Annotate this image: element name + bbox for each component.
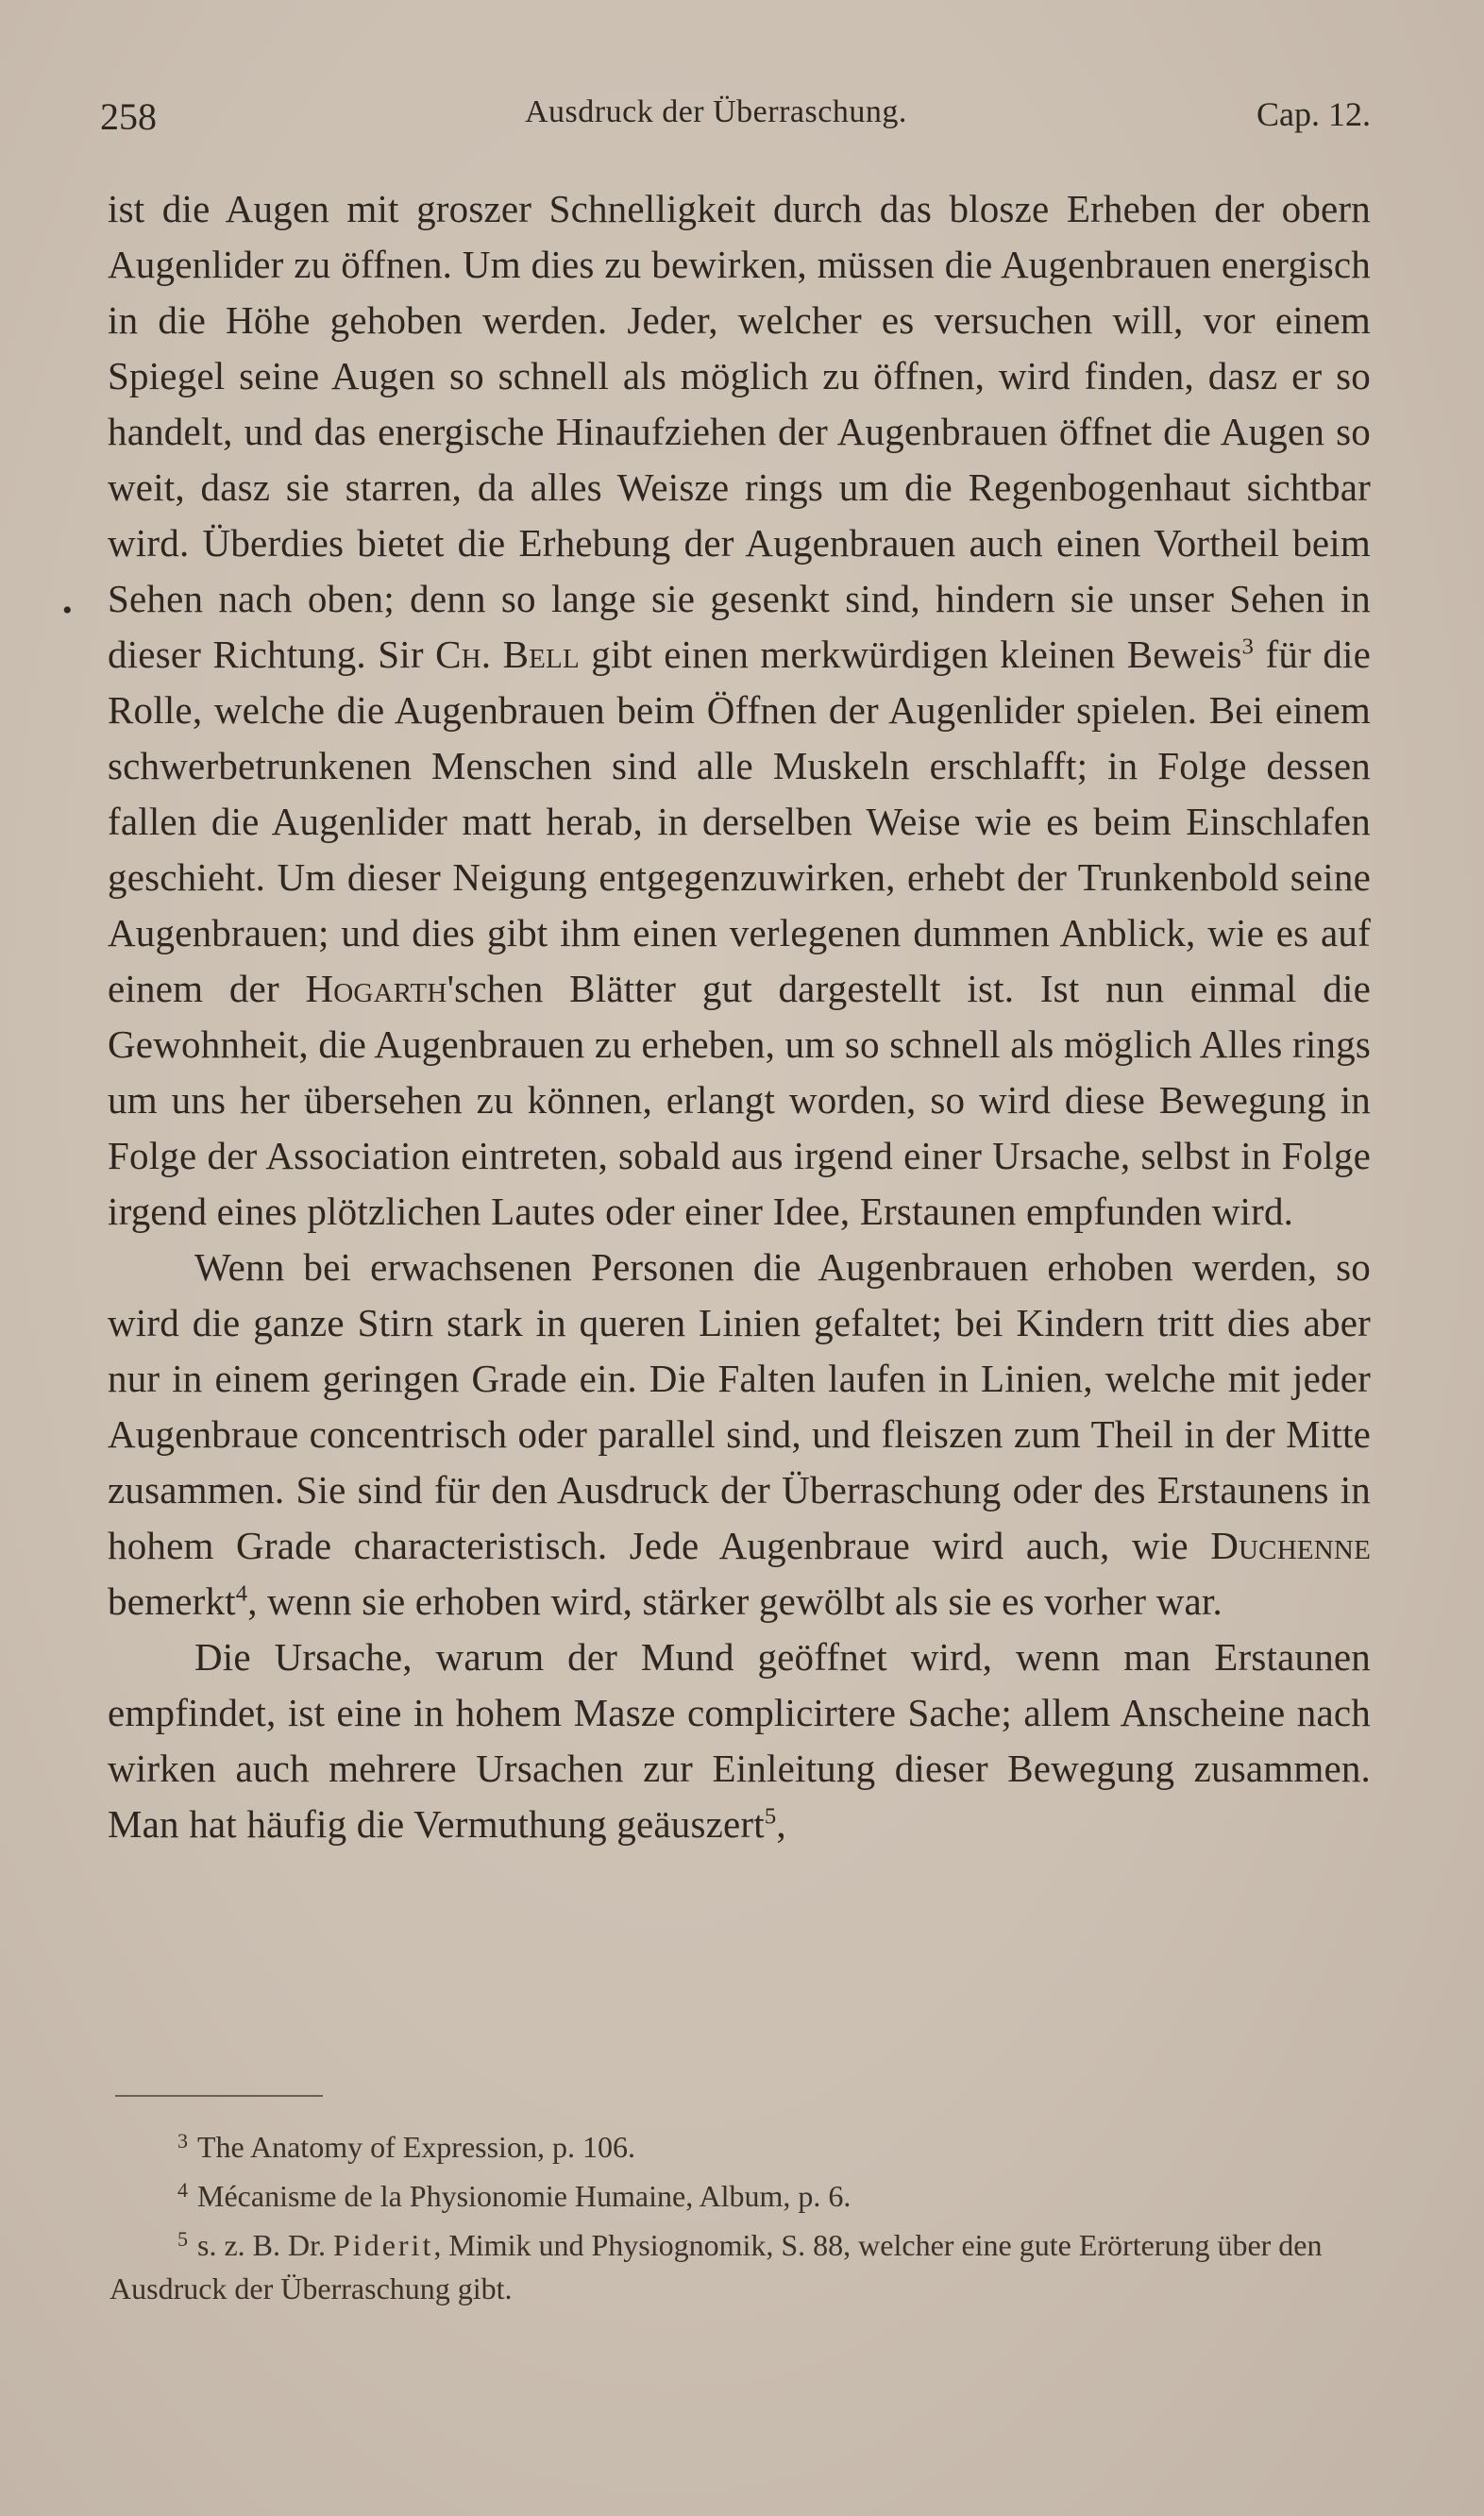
footnote-5-mark: 5 xyxy=(177,2227,188,2251)
chapter-label: Cap. 12. xyxy=(1256,95,1371,133)
author-name-duchenne: Duchenne xyxy=(1210,1524,1371,1567)
paragraph-2-text-c: , wenn sie erhoben wird, stärker gewölbt als sie es vorher war. xyxy=(247,1579,1223,1623)
paragraph-1-text-b: gibt einen merkwürdigen kleinen Beweis xyxy=(591,633,1242,676)
footnote-3-text: The Anatomy of Expression, p. 106. xyxy=(197,2130,635,2164)
footnote-5-prefix: s. z. B. Dr. xyxy=(197,2228,326,2262)
paragraph-1 xyxy=(108,181,1371,1240)
paragraph-2-text-a: Wenn bei erwachsenen Personen die Augenbrauen erhoben werden, so wird die ganze Stirn stark in queren Linien gefaltet; bei Kindern tritt dies aber nur in einem geringen Grade ein. Die Falten laufen in Linien, welche mit jeder Augenbraue concentrisch oder parallel sind, und fleiszen zum Theil in der Mitte zusammen. Sie sind für den Ausdruck der Überraschung oder des Erstaunens in hohem Grade characteristisch. Jede Augenbraue wird auch, wie xyxy=(108,1245,1371,1567)
page-header xyxy=(100,94,1371,144)
author-name-hogarth: Hogarth xyxy=(305,967,447,1010)
paragraph-3-text-b: , xyxy=(776,1802,786,1846)
paragraph-3 xyxy=(108,1629,1371,1852)
author-name-piderit: Piderit xyxy=(333,2228,434,2262)
footnote-4-mark: 4 xyxy=(177,2178,188,2202)
running-title: Ausdruck der Überraschung. xyxy=(525,94,907,129)
paragraph-1-text-c: für die Rolle, welche die Augenbrauen beim Öffnen der Augenlider spielen. Bei einem schwerbetrunkenen Menschen sind alle Muskeln erschlafft; in Folge dessen fallen die Augenlider matt herab, in derselben Weise wie es beim Einschlafen geschieht. Um dieser Neigung entgegenzuwirken, erhebt der Trunkenbold seine Augenbrauen; und dies gibt ihm einen verlegenen dummen Anblick, wie es auf einem der xyxy=(108,633,1372,1010)
paragraph-2 xyxy=(108,1240,1371,1629)
footnotes xyxy=(110,2119,1369,2310)
paragraph-1-text-a: ist die Augen mit groszer Schnelligkeit durch das blosze Erheben der obern Augenlider zu öffnen. Um dies zu bewirken, müssen die Augenbrauen energisch in die Höhe gehoben werden. Jeder, welcher es versuchen will, vor einem Spiegel seine Augen so schnell als möglich zu öffnen, wird finden, dasz er so handelt, und das energische Hinaufziehen der Augenbrauen öffnet die Augen so weit, dasz sie starren, da alles Weisze rings um die Regenbogenhaut sichtbar wird. Überdies bietet die Erhebung der Augenbrauen auch einen Vortheil beim Sehen nach oben; denn so lange sie gesenkt sind, hindern sie unser Sehen in dieser Richtung. Sir xyxy=(108,187,1371,676)
footnote-3 xyxy=(110,2119,1369,2169)
paragraph-1-text-d: 'schen Blätter gut dargestellt ist. Ist nun einmal die Gewohnheit, die Augenbrauen zu erheben, um so schnell als möglich Alles rings um uns her übersehen zu können, erlangt worden, so wird diese Bewegung in Folge der Association eintreten, sobald aus irgend einer Ursache, selbst in Folge irgend eines plötzlichen Lautes oder einer Idee, Erstaunen empfunden wird. xyxy=(108,967,1371,1233)
footnote-4 xyxy=(110,2169,1369,2218)
paragraph-3-text-a: Die Ursache, warum der Mund geöffnet wird, wenn man Erstaunen empfindet, ist eine in hohem Masze complicirtere Sache; allem Anscheine nach wirken auch mehrere Ursachen zur Einleitung dieser Bewegung zusammen. Man hat häufig die Vermuthung geäuszert xyxy=(108,1635,1371,1846)
paragraph-2-text-b: bemerkt xyxy=(108,1579,236,1623)
footnote-divider xyxy=(115,2095,323,2097)
footnote-5 xyxy=(110,2218,1369,2310)
footnote-ref-3: 3 xyxy=(1241,633,1255,660)
footnote-ref-4: 4 xyxy=(235,1580,248,1607)
footnote-3-mark: 3 xyxy=(177,2129,188,2153)
author-name-bell: Ch. Bell xyxy=(435,633,580,676)
margin-mark: • xyxy=(62,595,73,626)
body-text xyxy=(108,181,1371,1852)
page-number: 258 xyxy=(100,95,157,138)
footnote-4-text: Mécanisme de la Physionomie Humaine, Album, p. 6. xyxy=(197,2179,852,2213)
footnote-5-text: , Mimik und Physiognomik, S. 88, welcher eine gute Erörterung über den Ausdruck der Überraschung gibt. xyxy=(110,2228,1323,2305)
footnote-ref-5: 5 xyxy=(764,1803,777,1830)
